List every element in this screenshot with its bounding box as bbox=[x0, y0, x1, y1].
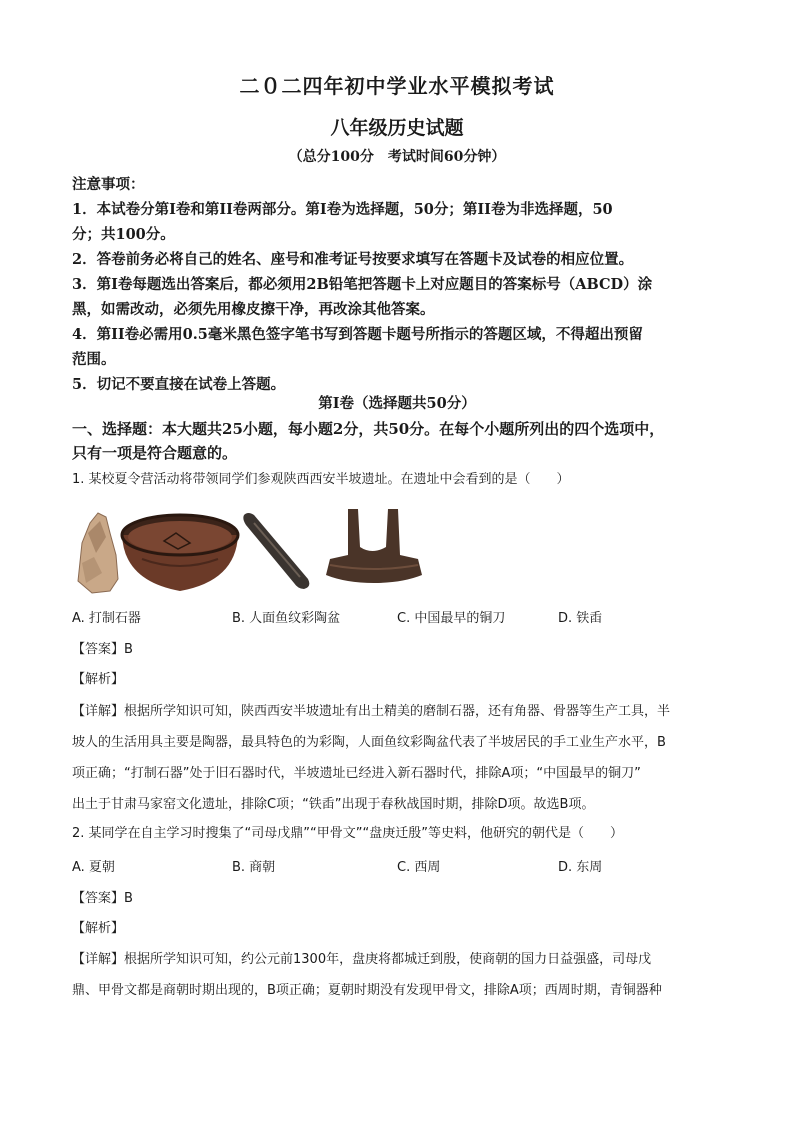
question-2-answer: 【答案】B bbox=[72, 891, 133, 906]
detail-line: 【详解】根据所学知识可知，约公元前1300年，盘庚将都城迁到殷，使商朝的国力日益强盛，司母戊 bbox=[72, 952, 652, 967]
notes-line: 范围。 bbox=[72, 351, 116, 368]
option-a[interactable]: A. 夏朝 bbox=[72, 860, 115, 875]
option-a[interactable]: A. 打制石器 bbox=[72, 611, 141, 626]
section-title: 第Ⅰ卷（选择题共50分） bbox=[318, 395, 476, 412]
painted-pottery-basin-image bbox=[122, 515, 238, 591]
question-1-detail bbox=[72, 696, 722, 820]
notes-line: 4．第II卷必需用0.5毫米黑色签字笔书写到答题卡题号所指示的答题区域，不得超出预留 bbox=[72, 326, 643, 343]
exam-subtitle: 八年级历史试题 bbox=[330, 117, 464, 139]
bronze-knife-image bbox=[243, 513, 309, 589]
question-2-stem: 2. 某同学在自主学习时搜集了“司母戊鼎”“甲骨文”“盘庚迁殷”等史料，他研究的朝代是（ ） bbox=[72, 826, 623, 841]
question-2-analysis: 【解析】 bbox=[72, 921, 125, 936]
option-b[interactable]: B. 商朝 bbox=[232, 860, 276, 875]
option-b[interactable]: B. 人面鱼纹彩陶盆 bbox=[232, 611, 341, 626]
option-c[interactable]: C. 西周 bbox=[397, 860, 441, 875]
option-c[interactable]: C. 中国最早的铜刀 bbox=[397, 611, 506, 626]
option-d[interactable]: D. 铁臿 bbox=[558, 611, 603, 626]
question-1-images bbox=[72, 503, 432, 603]
detail-line: 【详解】根据所学知识可知，陕西西安半坡遗址有出土精美的磨制石器，还有角器、骨器等生产工具，半 bbox=[72, 704, 671, 719]
notes-line: 1．本试卷分第Ⅰ卷和第II卷两部分。第Ⅰ卷为选择题，50分；第II卷为非选择题，50 bbox=[72, 201, 613, 218]
question-1-analysis: 【解析】 bbox=[72, 672, 125, 687]
question-1-answer: 【答案】B bbox=[72, 642, 133, 657]
question-1-stem: 1. 某校夏令营活动将带领同学们参观陕西西安半坡遗址。在遗址中会看到的是（ ） bbox=[72, 472, 570, 487]
notes-line: 5．切记不要直接在试卷上答题。 bbox=[72, 376, 286, 393]
detail-line: 出土于甘肃马家窑文化遗址，排除C项；“铁臿”出现于春秋战国时期，排除D项。故选B项。 bbox=[72, 797, 595, 812]
section-intro-line: 只有一项是符合题意的。 bbox=[72, 444, 238, 462]
option-d[interactable]: D. 东周 bbox=[558, 860, 603, 875]
detail-line: 项正确；“打制石器”处于旧石器时代，半坡遗址已经进入新石器时代，排除A项；“中国最早的铜刀” bbox=[72, 766, 641, 781]
question-2-detail bbox=[72, 944, 722, 1006]
section-intro-line: 一、选择题：本大题共25小题，每小题2分，共50分。在每个小题所列出的四个选项中， bbox=[72, 420, 665, 438]
notes-line: 分；共100分。 bbox=[72, 226, 175, 243]
chipped-stone-tool-image bbox=[78, 513, 118, 593]
notes-block bbox=[72, 172, 722, 397]
notes-line: 2．答卷前务必将自己的姓名、座号和准考证号按要求填写在答题卡及试卷的相应位置。 bbox=[72, 251, 634, 268]
iron-hoe-image bbox=[326, 509, 422, 583]
notes-line: 3．第Ⅰ卷每题选出答案后，都必须用2B铅笔把答题卡上对应题目的答案标号（ABCD）涂 bbox=[72, 276, 653, 293]
section-intro bbox=[72, 417, 722, 465]
notes-line: 黑，如需改动，必须先用橡皮擦干净，再改涂其他答案。 bbox=[72, 301, 435, 318]
detail-line: 坡人的生活用具主要是陶器，最具特色的为彩陶，人面鱼纹彩陶盆代表了半坡居民的手工业生产水平，B bbox=[72, 735, 666, 750]
notes-heading: 注意事项： bbox=[72, 176, 145, 193]
detail-line: 鼎、甲骨文都是商朝时期出现的，B项正确；夏朝时期没有发现甲骨文，排除A项；西周时期，青铜器种 bbox=[72, 983, 662, 998]
exam-meta: （总分100分 考试时间60分钟） bbox=[288, 149, 506, 165]
exam-title: 二０二四年初中学业水平模拟考试 bbox=[239, 74, 555, 98]
